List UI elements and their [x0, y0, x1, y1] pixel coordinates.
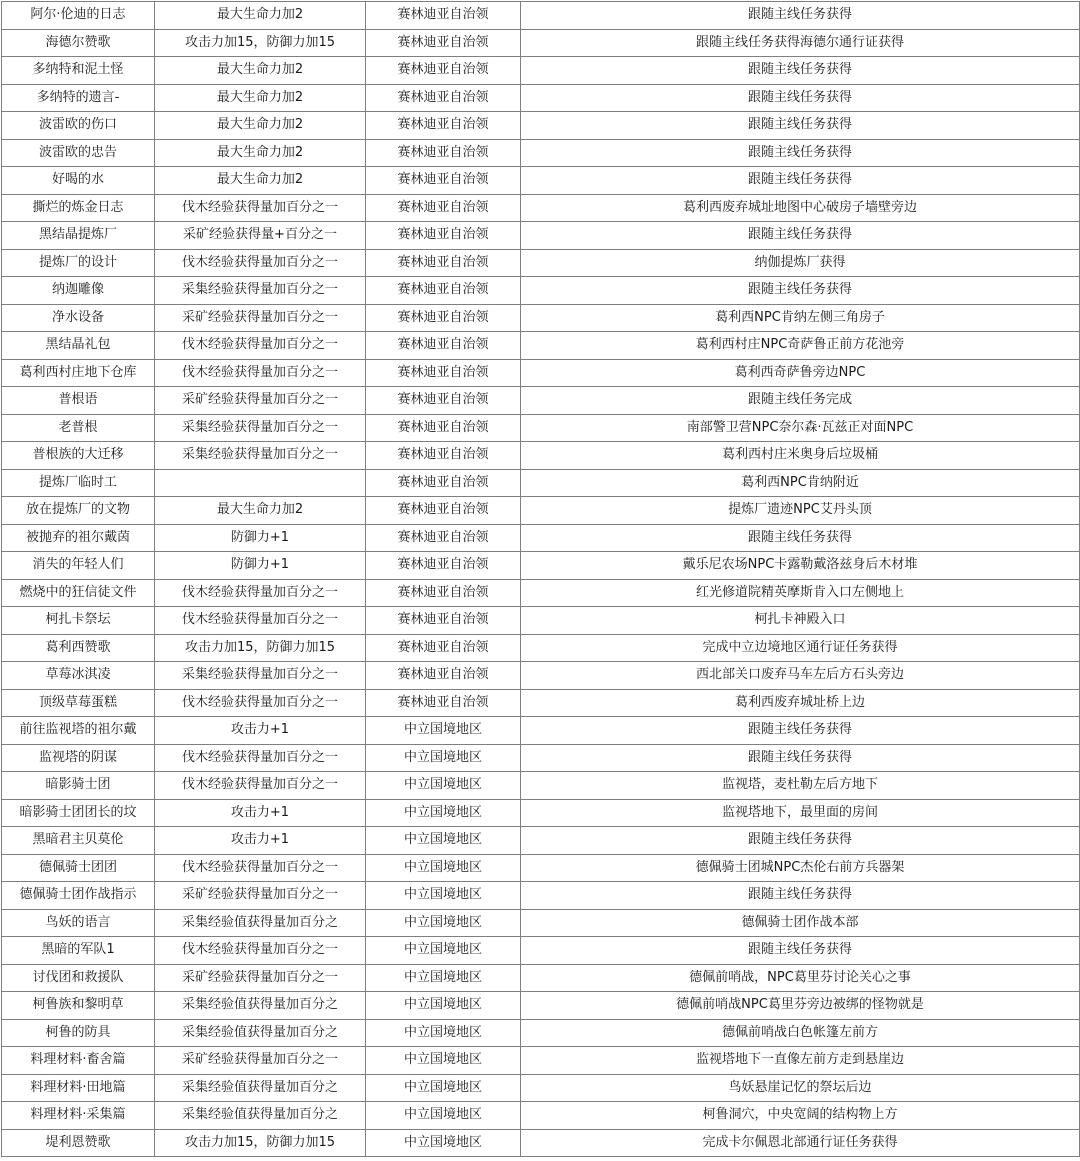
location-cell: 跟随主线任务获得 — [521, 744, 1080, 772]
region-cell: 中立国境地区 — [366, 744, 521, 772]
effect-cell: 伐木经验获得量加百分之一 — [155, 359, 366, 387]
location-cell: 完成卡尔佩恩北部通行证任务获得 — [521, 1129, 1080, 1157]
table-row — [2, 249, 1080, 277]
table-row — [2, 524, 1080, 552]
region-cell: 赛林迪亚自治领 — [366, 112, 521, 140]
effect-cell: 采集经验获得量加百分之一 — [155, 662, 366, 690]
name-cell: 提炼厂临时工 — [2, 469, 155, 497]
region-cell: 中立国境地区 — [366, 854, 521, 882]
effect-cell: 采矿经验获得量加百分之一 — [155, 964, 366, 992]
effect-cell: 最大生命力加2 — [155, 57, 366, 85]
table-row — [2, 634, 1080, 662]
region-cell: 赛林迪亚自治领 — [366, 167, 521, 195]
effect-cell: 最大生命力加2 — [155, 139, 366, 167]
effect-cell: 采矿经验获得量加百分之一 — [155, 387, 366, 415]
name-cell: 暗影骑士团团长的坟 — [2, 799, 155, 827]
effect-cell: 采集经验值获得量加百分之 — [155, 1019, 366, 1047]
location-cell: 葛利西村庄米奥身后垃圾桶 — [521, 442, 1080, 470]
table-row — [2, 937, 1080, 965]
region-cell: 中立国境地区 — [366, 772, 521, 800]
name-cell: 堤利恩赞歌 — [2, 1129, 155, 1157]
location-cell: 跟随主线任务获得 — [521, 112, 1080, 140]
location-cell: 葛利西村庄NPC奇萨鲁正前方花池旁 — [521, 332, 1080, 360]
name-cell: 燃烧中的狂信徒文件 — [2, 579, 155, 607]
location-cell: 跟随主线任务获得 — [521, 84, 1080, 112]
name-cell: 海德尔赞歌 — [2, 29, 155, 57]
table-row — [2, 1074, 1080, 1102]
location-cell: 纳伽提炼厂获得 — [521, 249, 1080, 277]
table-row — [2, 772, 1080, 800]
location-cell: 监视塔地下一直像左前方走到悬崖边 — [521, 1047, 1080, 1075]
name-cell: 提炼厂的设计 — [2, 249, 155, 277]
location-cell: 柯鲁洞穴，中央宽阔的结构物上方 — [521, 1102, 1080, 1130]
effect-cell: 最大生命力加2 — [155, 2, 366, 30]
region-cell: 中立国境地区 — [366, 799, 521, 827]
location-cell: 葛利西废弃城址桥上边 — [521, 689, 1080, 717]
effect-cell: 伐木经验获得量加百分之一 — [155, 772, 366, 800]
table-row — [2, 497, 1080, 525]
effect-cell: 伐木经验获得量加百分之一 — [155, 937, 366, 965]
location-cell: 葛利西NPC肯纳附近 — [521, 469, 1080, 497]
region-cell: 赛林迪亚自治领 — [366, 607, 521, 635]
effect-cell: 采集经验值获得量加百分之 — [155, 1102, 366, 1130]
region-cell: 赛林迪亚自治领 — [366, 662, 521, 690]
effect-cell: 采矿经验获得量加百分之一 — [155, 882, 366, 910]
region-cell: 赛林迪亚自治领 — [366, 222, 521, 250]
name-cell: 草莓冰淇凌 — [2, 662, 155, 690]
name-cell: 德佩骑士团团 — [2, 854, 155, 882]
name-cell: 撕烂的炼金日志 — [2, 194, 155, 222]
name-cell: 料理材料·田地篇 — [2, 1074, 155, 1102]
location-cell: 跟随主线任务获得海德尔通行证获得 — [521, 29, 1080, 57]
table-row — [2, 167, 1080, 195]
name-cell: 柯鲁族和黎明草 — [2, 992, 155, 1020]
name-cell: 柯扎卡祭坛 — [2, 607, 155, 635]
region-cell: 赛林迪亚自治领 — [366, 579, 521, 607]
name-cell: 波雷欧的伤口 — [2, 112, 155, 140]
table-row — [2, 662, 1080, 690]
table-row — [2, 552, 1080, 580]
location-cell: 德佩前哨战白色帐篷左前方 — [521, 1019, 1080, 1047]
name-cell: 纳迦雕像 — [2, 277, 155, 305]
name-cell: 多纳特和泥土怪 — [2, 57, 155, 85]
location-cell: 提炼厂遗迹NPC艾丹头顶 — [521, 497, 1080, 525]
region-cell: 赛林迪亚自治领 — [366, 139, 521, 167]
name-cell: 监视塔的阴谋 — [2, 744, 155, 772]
effect-cell: 防御力+1 — [155, 552, 366, 580]
name-cell: 料理材料·畜舍篇 — [2, 1047, 155, 1075]
table-row — [2, 1129, 1080, 1157]
effect-cell: 采集经验获得量加百分之一 — [155, 442, 366, 470]
effect-cell: 防御力+1 — [155, 524, 366, 552]
table-row — [2, 689, 1080, 717]
effect-cell: 伐木经验获得量加百分之一 — [155, 249, 366, 277]
name-cell: 黑结晶礼包 — [2, 332, 155, 360]
table-row — [2, 387, 1080, 415]
effect-cell: 采集经验获得量加百分之一 — [155, 277, 366, 305]
location-cell: 德佩前哨战，NPC葛里芬讨论关心之事 — [521, 964, 1080, 992]
table-row — [2, 1019, 1080, 1047]
region-cell: 中立国境地区 — [366, 882, 521, 910]
location-cell: 红光修道院精英摩斯肯入口左侧地上 — [521, 579, 1080, 607]
table-row — [2, 964, 1080, 992]
table-row — [2, 304, 1080, 332]
table-row — [2, 469, 1080, 497]
region-cell: 赛林迪亚自治领 — [366, 442, 521, 470]
location-cell: 德佩骑士团城NPC杰伦右前方兵器架 — [521, 854, 1080, 882]
effect-cell: 最大生命力加2 — [155, 84, 366, 112]
region-cell: 赛林迪亚自治领 — [366, 2, 521, 30]
table-row — [2, 607, 1080, 635]
name-cell: 顶级草莓蛋糕 — [2, 689, 155, 717]
region-cell: 赛林迪亚自治领 — [366, 194, 521, 222]
table-row — [2, 112, 1080, 140]
effect-cell: 伐木经验获得量加百分之一 — [155, 689, 366, 717]
region-cell: 中立国境地区 — [366, 827, 521, 855]
effect-cell: 采集经验值获得量加百分之 — [155, 909, 366, 937]
effect-cell: 采矿经验获得量加百分之一 — [155, 1047, 366, 1075]
location-cell: 南部警卫营NPC奈尔森·瓦兹正对面NPC — [521, 414, 1080, 442]
name-cell: 黑暗君主贝莫伦 — [2, 827, 155, 855]
location-cell: 西北部关口废弃马车左后方石头旁边 — [521, 662, 1080, 690]
effect-cell: 采集经验获得量加百分之一 — [155, 414, 366, 442]
table-row — [2, 579, 1080, 607]
name-cell: 黑结晶提炼厂 — [2, 222, 155, 250]
table-row — [2, 854, 1080, 882]
table-row — [2, 29, 1080, 57]
location-cell: 跟随主线任务获得 — [521, 277, 1080, 305]
name-cell: 普根族的大迁移 — [2, 442, 155, 470]
table-row — [2, 799, 1080, 827]
location-cell: 葛利西废弃城址地图中心破房子墙壁旁边 — [521, 194, 1080, 222]
location-cell: 戴乐尼农场NPC卡露勒戴洛兹身后木材堆 — [521, 552, 1080, 580]
table-row — [2, 194, 1080, 222]
effect-cell: 攻击力+1 — [155, 827, 366, 855]
name-cell: 鸟妖的语言 — [2, 909, 155, 937]
table-row — [2, 717, 1080, 745]
effect-cell: 伐木经验获得量加百分之一 — [155, 332, 366, 360]
effect-cell: 攻击力加15，防御力加15 — [155, 634, 366, 662]
effect-cell: 最大生命力加2 — [155, 167, 366, 195]
region-cell: 中立国境地区 — [366, 1129, 521, 1157]
table-row — [2, 1102, 1080, 1130]
table-row — [2, 909, 1080, 937]
effect-cell: 攻击力加15，防御力加15 — [155, 29, 366, 57]
table-row — [2, 84, 1080, 112]
name-cell: 被抛弃的祖尔戴茵 — [2, 524, 155, 552]
table-row — [2, 2, 1080, 30]
region-cell: 赛林迪亚自治领 — [366, 84, 521, 112]
region-cell: 中立国境地区 — [366, 1019, 521, 1047]
region-cell: 中立国境地区 — [366, 1074, 521, 1102]
location-cell: 跟随主线任务获得 — [521, 167, 1080, 195]
name-cell: 消失的年轻人们 — [2, 552, 155, 580]
region-cell: 赛林迪亚自治领 — [366, 497, 521, 525]
region-cell: 赛林迪亚自治领 — [366, 524, 521, 552]
effect-cell: 采矿经验获得量加百分之一 — [155, 304, 366, 332]
name-cell: 德佩骑士团作战指示 — [2, 882, 155, 910]
effect-cell: 采集经验值获得量加百分之 — [155, 992, 366, 1020]
table-row — [2, 992, 1080, 1020]
name-cell: 好喝的水 — [2, 167, 155, 195]
table-row — [2, 359, 1080, 387]
region-cell: 赛林迪亚自治领 — [366, 29, 521, 57]
name-cell: 料理材料·采集篇 — [2, 1102, 155, 1130]
location-cell: 跟随主线任务获得 — [521, 57, 1080, 85]
region-cell: 赛林迪亚自治领 — [366, 304, 521, 332]
region-cell: 赛林迪亚自治领 — [366, 634, 521, 662]
location-cell: 葛利西奇萨鲁旁边NPC — [521, 359, 1080, 387]
effect-cell: 采集经验值获得量加百分之 — [155, 1074, 366, 1102]
region-cell: 赛林迪亚自治领 — [366, 332, 521, 360]
name-cell: 普根语 — [2, 387, 155, 415]
region-cell: 中立国境地区 — [366, 937, 521, 965]
region-cell: 赛林迪亚自治领 — [366, 414, 521, 442]
location-cell: 葛利西NPC肯纳左侧三角房子 — [521, 304, 1080, 332]
location-cell: 德佩前哨战NPC葛里芬旁边被绑的怪物就是 — [521, 992, 1080, 1020]
name-cell: 柯鲁的防具 — [2, 1019, 155, 1047]
region-cell: 赛林迪亚自治领 — [366, 552, 521, 580]
table-row — [2, 57, 1080, 85]
table-row — [2, 1047, 1080, 1075]
region-cell: 中立国境地区 — [366, 909, 521, 937]
effect-cell: 最大生命力加2 — [155, 497, 366, 525]
effect-cell: 伐木经验获得量加百分之一 — [155, 579, 366, 607]
region-cell: 中立国境地区 — [366, 964, 521, 992]
name-cell: 波雷欧的忠告 — [2, 139, 155, 167]
region-cell: 中立国境地区 — [366, 992, 521, 1020]
effect-cell: 攻击力加15，防御力加15 — [155, 1129, 366, 1157]
table-row — [2, 744, 1080, 772]
region-cell: 赛林迪亚自治领 — [366, 249, 521, 277]
effect-cell: 伐木经验获得量加百分之一 — [155, 854, 366, 882]
table-row — [2, 414, 1080, 442]
name-cell: 前往监视塔的祖尔戴 — [2, 717, 155, 745]
region-cell: 中立国境地区 — [366, 1102, 521, 1130]
table-body — [2, 2, 1080, 1157]
table-row — [2, 222, 1080, 250]
effect-cell — [155, 469, 366, 497]
effect-cell: 伐木经验获得量加百分之一 — [155, 194, 366, 222]
region-cell: 赛林迪亚自治领 — [366, 387, 521, 415]
name-cell: 净水设备 — [2, 304, 155, 332]
location-cell: 鸟妖悬崖记忆的祭坛后边 — [521, 1074, 1080, 1102]
region-cell: 赛林迪亚自治领 — [366, 57, 521, 85]
effect-cell: 伐木经验获得量加百分之一 — [155, 607, 366, 635]
region-cell: 赛林迪亚自治领 — [366, 359, 521, 387]
table-row — [2, 277, 1080, 305]
knowledge-table — [1, 1, 1080, 1157]
effect-cell: 攻击力+1 — [155, 799, 366, 827]
name-cell: 暗影骑士团 — [2, 772, 155, 800]
effect-cell: 攻击力+1 — [155, 717, 366, 745]
table-row — [2, 882, 1080, 910]
region-cell: 赛林迪亚自治领 — [366, 277, 521, 305]
name-cell: 老普根 — [2, 414, 155, 442]
name-cell: 讨伐团和救援队 — [2, 964, 155, 992]
location-cell: 跟随主线任务获得 — [521, 524, 1080, 552]
location-cell: 跟随主线任务获得 — [521, 222, 1080, 250]
location-cell: 跟随主线任务完成 — [521, 387, 1080, 415]
region-cell: 赛林迪亚自治领 — [366, 469, 521, 497]
name-cell: 葛利西村庄地下仓库 — [2, 359, 155, 387]
table-row — [2, 139, 1080, 167]
region-cell: 赛林迪亚自治领 — [366, 689, 521, 717]
location-cell: 跟随主线任务获得 — [521, 937, 1080, 965]
effect-cell: 最大生命力加2 — [155, 112, 366, 140]
location-cell: 德佩骑士团作战本部 — [521, 909, 1080, 937]
location-cell: 完成中立边境地区通行证任务获得 — [521, 634, 1080, 662]
region-cell: 中立国境地区 — [366, 1047, 521, 1075]
name-cell: 阿尔·伦迪的日志 — [2, 2, 155, 30]
location-cell: 跟随主线任务获得 — [521, 139, 1080, 167]
name-cell: 葛利西赞歌 — [2, 634, 155, 662]
location-cell: 跟随主线任务获得 — [521, 882, 1080, 910]
name-cell: 黑暗的军队1 — [2, 937, 155, 965]
location-cell: 跟随主线任务获得 — [521, 827, 1080, 855]
region-cell: 中立国境地区 — [366, 717, 521, 745]
location-cell: 监视塔地下，最里面的房间 — [521, 799, 1080, 827]
table-row — [2, 827, 1080, 855]
effect-cell: 采矿经验获得量+百分之一 — [155, 222, 366, 250]
name-cell: 放在提炼厂的文物 — [2, 497, 155, 525]
location-cell: 跟随主线任务获得 — [521, 717, 1080, 745]
effect-cell: 伐木经验获得量加百分之一 — [155, 744, 366, 772]
name-cell: 多纳特的遗言- — [2, 84, 155, 112]
location-cell: 跟随主线任务获得 — [521, 2, 1080, 30]
table-row — [2, 442, 1080, 470]
table-row — [2, 332, 1080, 360]
location-cell: 监视塔，麦杜勒左后方地下 — [521, 772, 1080, 800]
location-cell: 柯扎卡神殿入口 — [521, 607, 1080, 635]
